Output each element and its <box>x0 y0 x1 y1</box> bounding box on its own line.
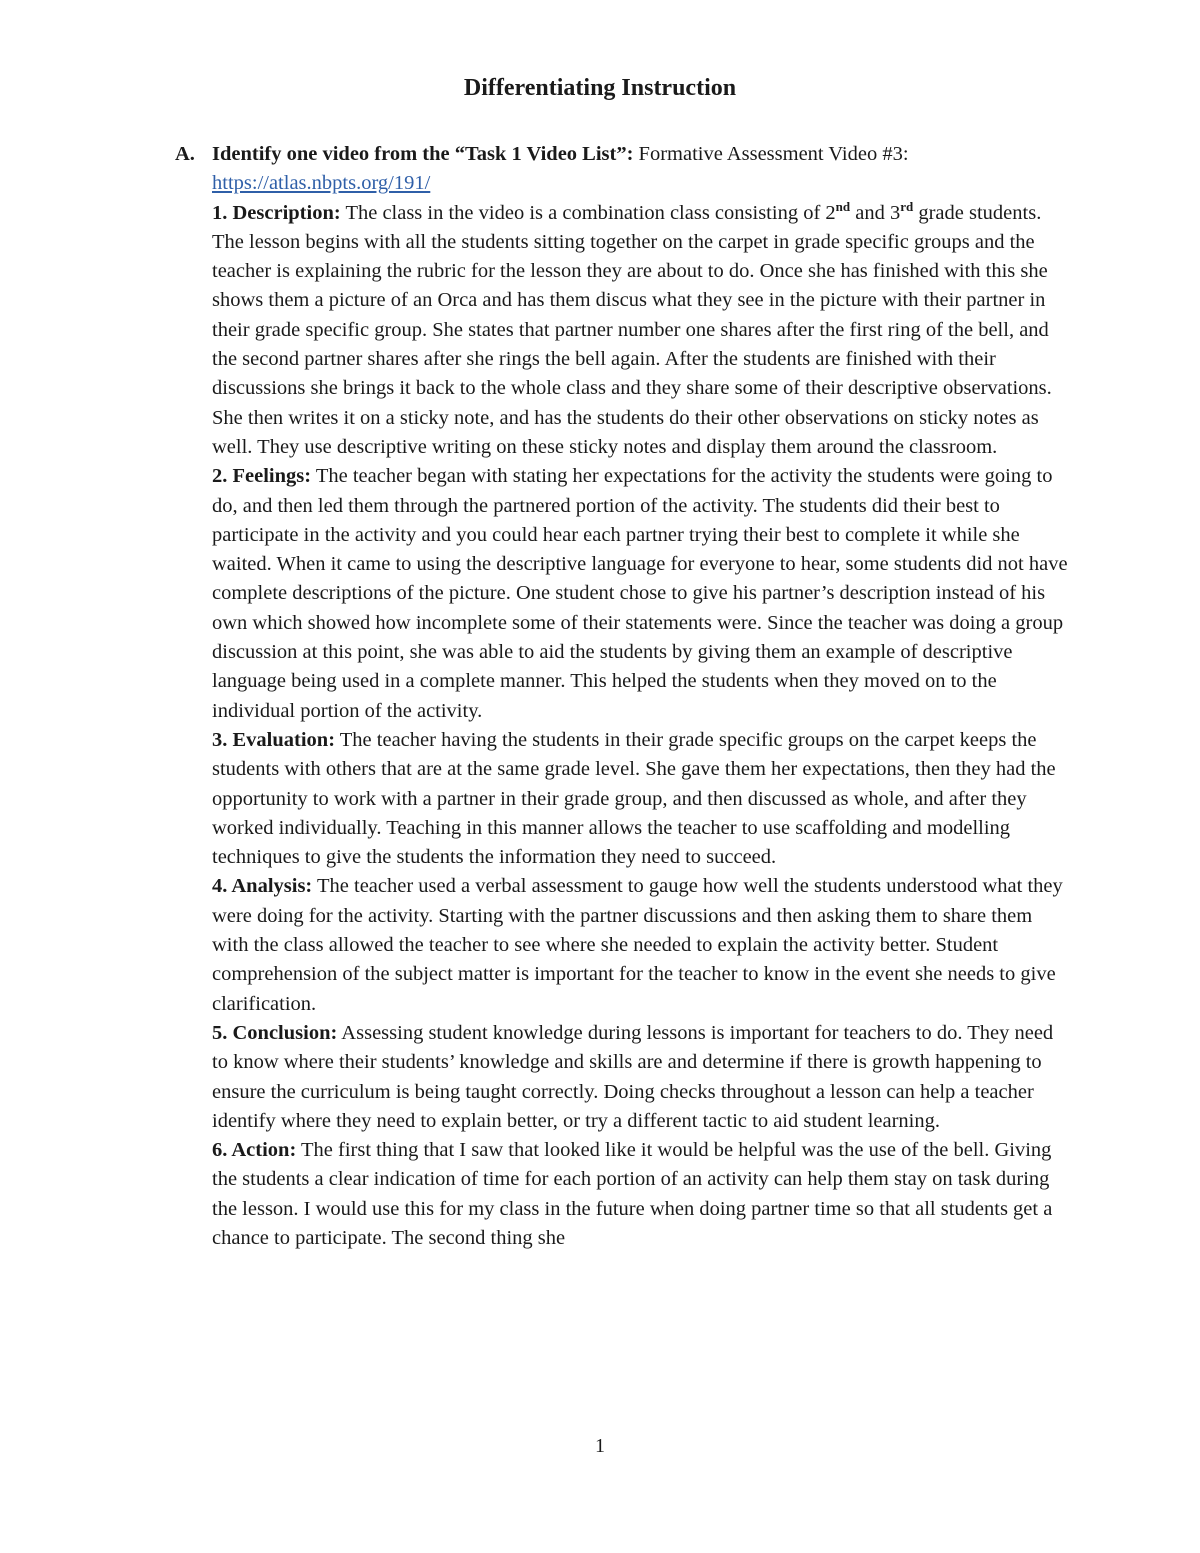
evaluation-text: The teacher having the students in their grade specific groups on the carpet keeps the students with others that are at the same grade level. She gave them her expectations, then they had the opportunity to work with a partner in their grade group, and then discussed as whole, and after they worked individually. Teaching in this manner allows the teacher to use scaffolding and modelling techniques to give the students the information they need to succeed. <box>212 728 1056 869</box>
action-paragraph <box>212 1136 1072 1253</box>
description-sup-rd: rd <box>900 198 914 214</box>
feelings-text: The teacher began with stating her expectations for the activity the students were going to do, and then led them through the partnered portion of the activity. The students did their best to participate in the activity and you could hear each partner trying their best to complete it while she waited. When it came to using the descriptive language for everyone to hear, some students did not have complete descriptions of the picture. One student chose to give his partner’s description instead of his own which showed how incomplete some of their statements were. Since the teacher was doing a group discussion at this point, she was able to aid the students by giving them an example of descriptive language being used in a complete manner. This helped the students when they moved on to the individual portion of the activity. <box>212 465 1068 722</box>
document-title: Differentiating Instruction <box>463 75 737 101</box>
description-paragraph <box>212 199 1072 463</box>
feelings-paragraph <box>212 462 1072 726</box>
description-text-2: and 3 <box>850 201 901 224</box>
section-a-heading-value: Formative Assessment Video #3: <box>633 143 909 165</box>
page-number: 1 <box>595 1435 605 1457</box>
video-link[interactable]: https://atlas.nbpts.org/191/ <box>212 172 431 195</box>
section-a-letter: A. <box>175 143 195 165</box>
analysis-label: 4. Analysis: <box>212 875 313 898</box>
feelings-label: 2. Feelings: <box>212 465 312 488</box>
section-a-heading-label: Identify one video from the “Task 1 Video List”: <box>212 143 634 165</box>
evaluation-label: 3. Evaluation: <box>212 728 336 751</box>
action-label: 6. Action: <box>212 1139 297 1162</box>
conclusion-label: 5. Conclusion: <box>212 1021 338 1044</box>
section-a-heading <box>212 140 1072 199</box>
conclusion-text: Assessing student knowledge during lessons is important for teachers to do. They need to know where their students’ knowledge and skills are and determine if there is growth happening to ensure the curriculum is being taught correctly. Doing checks throughout a lesson can help a teacher identify where they need to explain better, or try a different tactic to aid student learning. <box>212 1021 1054 1132</box>
description-text-1: The class in the video is a combination class consisting of 2 <box>340 201 836 224</box>
analysis-text: The teacher used a verbal assessment to gauge how well the students understood what they were doing for the activity. Starting with the partner discussions and then asking them to share them with the class allowed the teacher to see where she needed to explain the activity better. Student comprehension of the subject matter is important for the teacher to know in the event she needs to give clarification. <box>212 875 1063 1015</box>
section-a-body <box>212 140 1072 1253</box>
action-text: The first thing that I saw that looked like it would be helpful was the use of the bell. Giving the students a clear indication of time for each portion of an activity can help them stay on task during the lesson. I would use this for my class in the future when doing partner time so that all students get a chance to participate. The second thing she <box>212 1139 1053 1249</box>
analysis-paragraph <box>212 872 1072 1018</box>
section-a <box>175 140 1075 1253</box>
description-text-3: grade students. The lesson begins with all the students sitting together on the carpet in grade specific groups and the teacher is explaining the rubric for the lesson they are about to do. Once she has finished with this she shows them a picture of an Orca and has them discus what they see in the picture with their partner in their grade specific group. She states that partner number one shares after the first ring of the bell, and the second partner shares after she rings the bell again. After the students are finished with their discussions she brings it back to the whole class and they share some of their descriptive observations. She then writes it on a sticky note, and has the students do their other observations on sticky notes as well. They use descriptive writing on these sticky notes and display them around the classroom. <box>212 201 1052 458</box>
evaluation-paragraph <box>212 726 1072 872</box>
description-label: 1. Description: <box>212 201 341 224</box>
description-sup-nd: nd <box>835 198 851 214</box>
conclusion-paragraph <box>212 1019 1072 1136</box>
